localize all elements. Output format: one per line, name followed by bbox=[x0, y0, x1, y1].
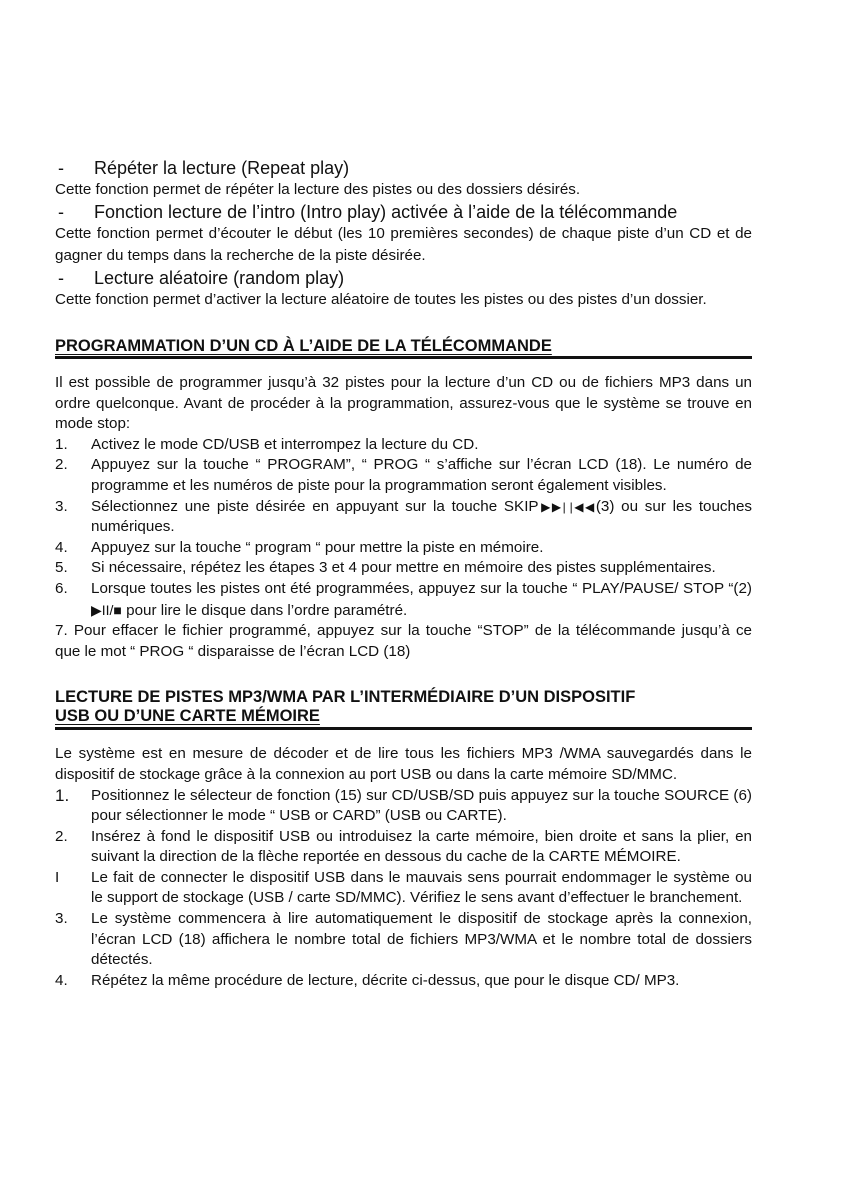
section-heading-programming: PROGRAMMATION D’UN CD À L’AIDE DE LA TÉLÉCOMMANDE bbox=[55, 337, 752, 359]
step-item: 2. Insérez à fond le dispositif USB ou introduisez la carte mémoire, bien droite et sans la plier, en suivant la direction de la flèche reportée en dessous du cache de la CARTE MÉMOIRE. bbox=[55, 827, 752, 866]
step-number: 2. bbox=[55, 827, 68, 845]
step-number: 1. bbox=[55, 435, 68, 453]
step-number: 3. bbox=[55, 910, 68, 928]
step-number: 5. bbox=[55, 559, 68, 577]
play-pause-stop-icon: ▶II/■ bbox=[91, 601, 122, 618]
section-usb bbox=[55, 744, 752, 991]
step-item: 3. Sélectionnez une piste désirée en appuyant sur la touche SKIP▶▶| |◀◀(3) ou sur les touches numériques. bbox=[55, 497, 753, 536]
feature-random bbox=[55, 267, 752, 311]
step-item: 3. Le système commencera à lire automatiquement le dispositif de stockage après la connexion, l’écran LCD (18) affichera le nombre total de fichiers MP3/WMA et le nombre total de dossiers détectés. bbox=[55, 910, 752, 969]
section-intro: Le système est en mesure de décoder et de lire tous les fichiers MP3 /WMA sauvegardés dans le dispositif de stockage grâce à la connexion au port USB ou dans la carte mémoire SD/MMC. bbox=[55, 745, 752, 783]
bullet-title: - Lecture aléatoire (random play) bbox=[58, 268, 345, 288]
step-item: 4. Répétez la même procédure de lecture, décrite ci-dessus, que pour le disque CD/ MP3. bbox=[55, 971, 752, 992]
bullet-text: Cette fonction permet d’écouter le début (les 10 premières secondes) de chaque piste d’un CD et de gagner du temps dans la recherche de la piste désirée. bbox=[55, 225, 752, 264]
bullet-title: - Répéter la lecture (Repeat play) bbox=[58, 158, 350, 178]
feature-repeat bbox=[55, 157, 752, 201]
feature-intro bbox=[55, 201, 752, 267]
bullet-text: Cette fonction permet de répéter la lecture des pistes ou des dossiers désirés. bbox=[55, 181, 581, 198]
warning-item: I Le fait de connecter le dispositif USB dans le mauvais sens pourrait endommager le système ou le support de stockage (USB / carte SD/MMC). Vérifiez le sens avant d’effectuer le branchement. bbox=[55, 868, 752, 907]
step-number: 2. bbox=[55, 456, 68, 474]
step-item: 1. Positionnez le sélecteur de fonction (15) sur CD/USB/SD puis appuyez sur la touche SOURCE (6) pour sélectionner le mode “ USB or CARD” (USB ou CARTE). bbox=[55, 785, 752, 825]
step-number: 6. bbox=[55, 579, 68, 597]
step-number: 1. bbox=[55, 785, 70, 805]
step-item: 2. Appuyez sur la touche “ PROGRAM”, “ PROG “ s’affiche sur l’écran LCD (18). Le numéro de programme et les numéros de piste pour la programmation seront également visibles. bbox=[55, 456, 752, 494]
step-number: 4. bbox=[55, 538, 68, 556]
bullet-text: Cette fonction permet d’activer la lecture aléatoire de toutes les pistes ou des pistes d’un dossier. bbox=[55, 291, 707, 308]
step-number: 7. bbox=[55, 622, 68, 640]
skip-icon: ▶▶| |◀◀ bbox=[538, 499, 596, 514]
step-item: 5. Si nécessaire, répétez les étapes 3 et 4 pour mettre en mémoire des pistes supplémentaires. bbox=[55, 558, 752, 579]
step-item: 6. Lorsque toutes les pistes ont été programmées, appuyez sur la touche “ PLAY/PAUSE/ STOP “(2) ▶II/■ pour lire le disque dans l’ordre paramétré. bbox=[55, 579, 752, 619]
document-body bbox=[55, 157, 752, 991]
bullet-title: - Fonction lecture de l’intro (Intro play) activée à l’aide de la télécommande bbox=[58, 202, 678, 222]
step-item: 1. Activez le mode CD/USB et interrompez la lecture du CD. bbox=[55, 435, 752, 456]
bullet-dash: - bbox=[58, 268, 64, 288]
warning-marker: I bbox=[55, 868, 60, 886]
step-item: 7. Pour effacer le fichier programmé, appuyez sur la touche “STOP” de la télécommande jusqu’à ce que le mot “ PROG “ disparaisse de l’écran LCD (18) bbox=[55, 622, 752, 660]
section-programming bbox=[55, 373, 752, 662]
section-heading-usb: LECTURE DE PISTES MP3/WMA PAR L’INTERMÉDIAIRE D’UN DISPOSITIF USB OU D’UNE CARTE MÉMOIRE bbox=[55, 688, 752, 730]
bullet-dash: - bbox=[58, 158, 64, 178]
step-number: 3. bbox=[55, 497, 68, 515]
section-intro: Il est possible de programmer jusqu’à 32 pistes pour la lecture d’un CD ou de fichiers MP3 dans un ordre quelconque. Avant de procéder à la programmation, assurez-vous que le système se trouve en mode stop: bbox=[55, 374, 752, 433]
step-number: 4. bbox=[55, 971, 68, 989]
step-item: 4. Appuyez sur la touche “ program “ pour mettre la piste en mémoire. bbox=[55, 538, 752, 559]
bullet-dash: - bbox=[58, 202, 64, 222]
